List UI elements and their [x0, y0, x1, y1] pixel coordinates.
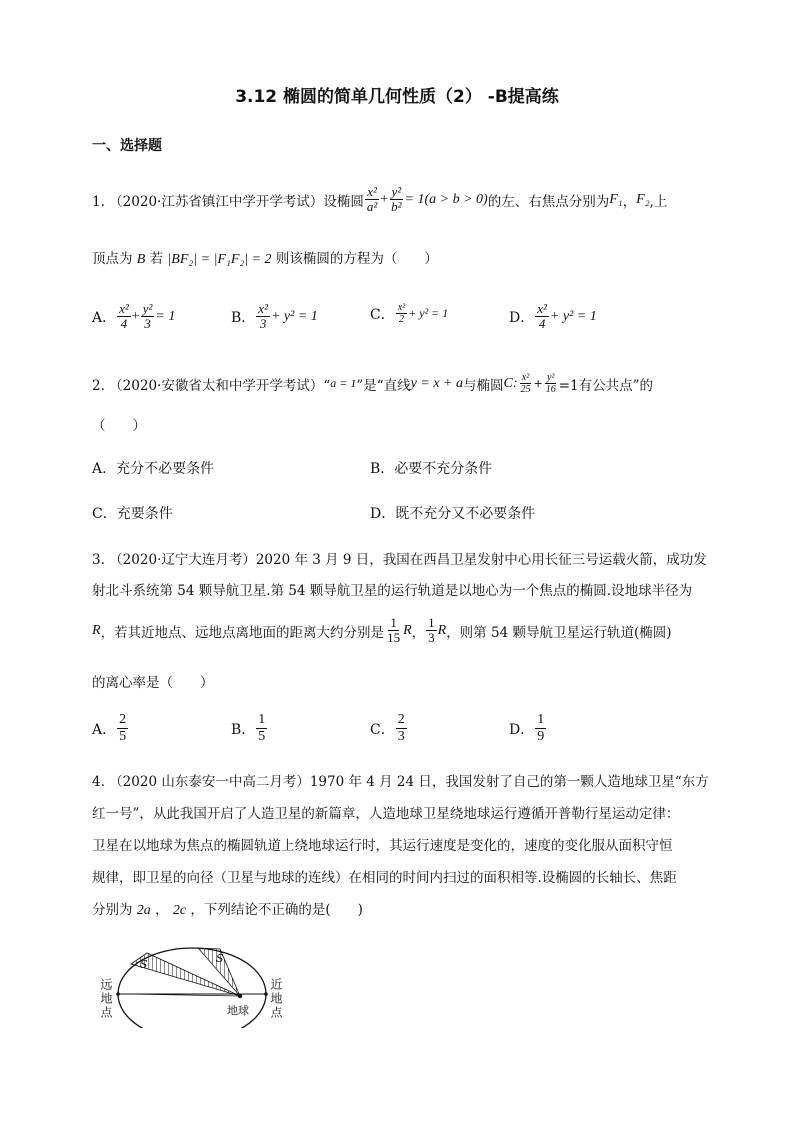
q2-line-equation: y = x + a [410, 375, 463, 391]
q3-line1: 3. （2020·辽宁大连月考）2020 年 3 月 9 日，我国在西昌卫星发射中心用长征三号运载火箭，成功发 [92, 552, 707, 568]
q1-line2-a: 顶点为 [92, 251, 133, 267]
option-frac [117, 712, 128, 745]
q3-option-a[interactable] [92, 712, 129, 745]
area-label-left: S [140, 958, 148, 971]
option-label: B． [370, 461, 395, 477]
q1-line2 [92, 247, 438, 268]
frac-num: x² [119, 301, 129, 316]
q1-option-a-label: A． [92, 309, 117, 326]
q1-line2-b: 若 [149, 251, 164, 267]
far-point-label: 远地点 [99, 978, 113, 1020]
q1-point-b: B [136, 252, 146, 267]
q1-frac-y-num: y² [391, 184, 402, 199]
q1-option-c-frac [396, 302, 407, 325]
frac-num: 1 [537, 712, 545, 727]
q3-comma: ， [411, 624, 426, 641]
frac-den: 25 [520, 384, 531, 395]
q3-option-c[interactable] [370, 712, 408, 745]
q1-prefix: 1. （2020·江苏省镇江中学开学考试）设椭圆 [92, 193, 364, 210]
frac-den: 2 [398, 314, 404, 325]
q1-option-c-tail: + y² = 1 [408, 306, 449, 320]
q1-option-d-label: D． [509, 309, 535, 326]
q2-ellipse-name: C: [503, 375, 518, 391]
q1-abs-condition: |BF₂| = |F₁F₂| = 2 [167, 252, 272, 267]
q4-line1: 4. （2020 山东泰安一中高二月考）1970 年 4 月 24 日，我国发射了自己的第一颗人造地球卫星“东方 [92, 774, 709, 790]
frac-den: 3 [144, 316, 151, 331]
q2-option-b[interactable] [370, 458, 492, 478]
frac-den: 5 [258, 729, 266, 744]
frac-num: 2 [397, 712, 405, 727]
q1-option-a[interactable] [92, 302, 175, 331]
q2-option-d[interactable] [370, 503, 535, 523]
frac-den: 3 [397, 729, 405, 744]
frac-num: y² [546, 372, 555, 383]
frac-den: 5 [119, 729, 127, 744]
option-label: B． [231, 721, 256, 738]
q1-f2: F₂ [636, 191, 650, 207]
q1-option-a-frac1 [117, 302, 131, 331]
option-label: C． [92, 506, 117, 522]
frac-num: 1 [428, 615, 435, 630]
q3-frac-far [426, 616, 437, 645]
earth-point [238, 994, 242, 998]
q1-option-d-tail: + y² = 1 [549, 308, 597, 324]
frac-num: x² [537, 301, 547, 316]
q1-suffix: 的左、右焦点分别为 [487, 193, 610, 210]
option-label: C． [370, 721, 395, 738]
q4-line5-a: 分别为 [92, 902, 133, 918]
q2-end: =1有公共点”的 [558, 377, 654, 394]
q1-frac-x [365, 185, 379, 214]
q4-line2: 红一号”，从此我国开启了人造卫星的新篇章，人造地球卫星绕地球运行遵循开普勒行星运动定律： [92, 806, 680, 822]
q1-option-b-frac [256, 302, 270, 331]
option-label: A． [92, 461, 117, 477]
frac-num: y² [142, 301, 153, 316]
section-heading: 一、选择题 [92, 138, 162, 154]
q2-frac-y [544, 372, 558, 395]
option-frac [396, 712, 407, 745]
page-title: 3.12 椭圆的简单几何性质（2） -B提高练 [235, 87, 559, 107]
option-text: 既不充分又不必要条件 [395, 506, 536, 522]
q4-focal-distance: 2c [172, 903, 187, 918]
q1-option-d[interactable] [509, 302, 597, 331]
orbit-figure [92, 938, 292, 1028]
q3-frac-near [385, 616, 402, 645]
q4-sep: ， [155, 902, 169, 918]
q3-radius: R [92, 622, 101, 638]
option-frac [535, 712, 546, 745]
option-text: 必要不充分条件 [394, 461, 493, 477]
q2-frac-x [518, 372, 532, 395]
q2-mid2: 与椭圆 [462, 377, 504, 394]
q2-condition: a = 1 [330, 376, 357, 390]
q1-option-a-tail: = 1 [155, 308, 176, 324]
frac-den: 3 [259, 316, 267, 331]
q2-prefix: 2. （2020·安徽省太和中学开学考试）“ [92, 377, 331, 394]
q4-line5-b: ，下列结论不正确的是( ) [190, 902, 363, 918]
q1-option-a-frac2 [141, 302, 155, 331]
q3-option-d[interactable] [509, 712, 547, 745]
q2-mid: ”是“直线 [356, 377, 411, 394]
q1-frac-x-den: a² [366, 199, 378, 214]
option-text: 充要条件 [116, 506, 173, 522]
q3-line2: 射北斗系统第 54 颗导航卫星.第 54 颗导航卫星的运行轨道是以地心为一个焦点的椭圆.设地球半径为 [92, 583, 693, 599]
frac-den: 15 [387, 630, 401, 645]
option-label: A． [92, 721, 117, 738]
plus-sign: + [131, 308, 140, 324]
area-label-right: S [216, 952, 224, 965]
q2-line1: 2. （2020·安徽省太和中学开学考试）“ a = 1 ”是“直线 y = x + a 与椭圆 C: $\frac{\text{x²}}{25}$ + $\frac{\text{y²}}{16}$ =1有公共点”的 [92, 372, 654, 395]
option-label: D． [370, 506, 396, 522]
far-point [116, 992, 120, 996]
q3-line3 [92, 616, 671, 645]
earth-label: 地球 [227, 1004, 249, 1017]
q1-line2-c: 则该椭圆的方程为（ ） [275, 251, 438, 267]
q4-major-axis: 2a [136, 903, 151, 918]
option-frac [256, 712, 267, 745]
frac-num: x² [521, 372, 530, 383]
frac-num: x² [258, 301, 268, 316]
frac-den: 4 [538, 316, 546, 331]
q1-option-c-label: C． [370, 306, 395, 323]
q1-frac-y-den: b² [391, 199, 402, 214]
q1-f1: F₁ [609, 191, 623, 207]
q1-option-b-label: B． [231, 309, 256, 326]
q1-eq-tail: = 1(a > b > 0) [404, 191, 488, 207]
q1-line1: 1. （2020·江苏省镇江中学开学考试）设椭圆 $\frac{\text{x²}}{\text{a²}}$ + $\frac{\text{y²}}{\text{b²}}$ = 1(a > b > 0) 的左、右焦点分别为 F₁ ， F₂ ,上 [92, 184, 668, 214]
q3-line3-a: ，若其近地点、远地点离地面的距离大约分别是 [100, 624, 385, 641]
frac-den: 16 [545, 384, 556, 395]
q1-sep: ， [622, 193, 637, 210]
option-label: D． [509, 721, 535, 738]
q2-line2: （ ） [92, 418, 146, 434]
q1-frac-x-num: x² [367, 184, 377, 199]
q4-line5 [92, 898, 363, 919]
q4-line4: 规律，即卫星的向径（卫星与地球的连线）在相同的时间内扫过的面积相等.设椭圆的长轴长、焦距 [92, 870, 677, 886]
frac-num: 1 [390, 615, 397, 630]
frac-den: 4 [120, 316, 128, 331]
q1-option-d-frac [535, 302, 549, 331]
q1-end: ,上 [649, 193, 668, 210]
q3-option-b[interactable] [231, 712, 268, 745]
frac-num: x² [397, 302, 406, 313]
q1-option-c[interactable] [370, 302, 448, 325]
near-point-label: 近地点 [269, 978, 283, 1020]
q4-line3: 卫星在以地球为焦点的椭圆轨道上绕地球运行时，其运行速度是变化的，速度的变化服从面积守恒 [92, 838, 673, 854]
q1-option-b[interactable] [231, 302, 318, 331]
option-text: 充分不必要条件 [116, 461, 215, 477]
q1-option-b-tail: + y² = 1 [270, 308, 318, 324]
q2-option-c[interactable] [92, 503, 173, 523]
frac-num: 1 [258, 712, 266, 727]
frac-den: 9 [537, 729, 545, 744]
q3-radius-near: R [403, 622, 412, 638]
q3-radius-far: R [437, 622, 447, 638]
frac-num: 2 [119, 712, 127, 727]
q2-option-a[interactable] [92, 458, 214, 478]
q3-line4: 的离心率是（ ） [92, 675, 214, 691]
q3-line3-b: ，则第 54 颗导航卫星运行轨道(椭圆) [446, 624, 672, 641]
q1-frac-y [389, 185, 403, 214]
frac-den: 3 [428, 630, 435, 645]
orbit-diagram [92, 938, 292, 1028]
